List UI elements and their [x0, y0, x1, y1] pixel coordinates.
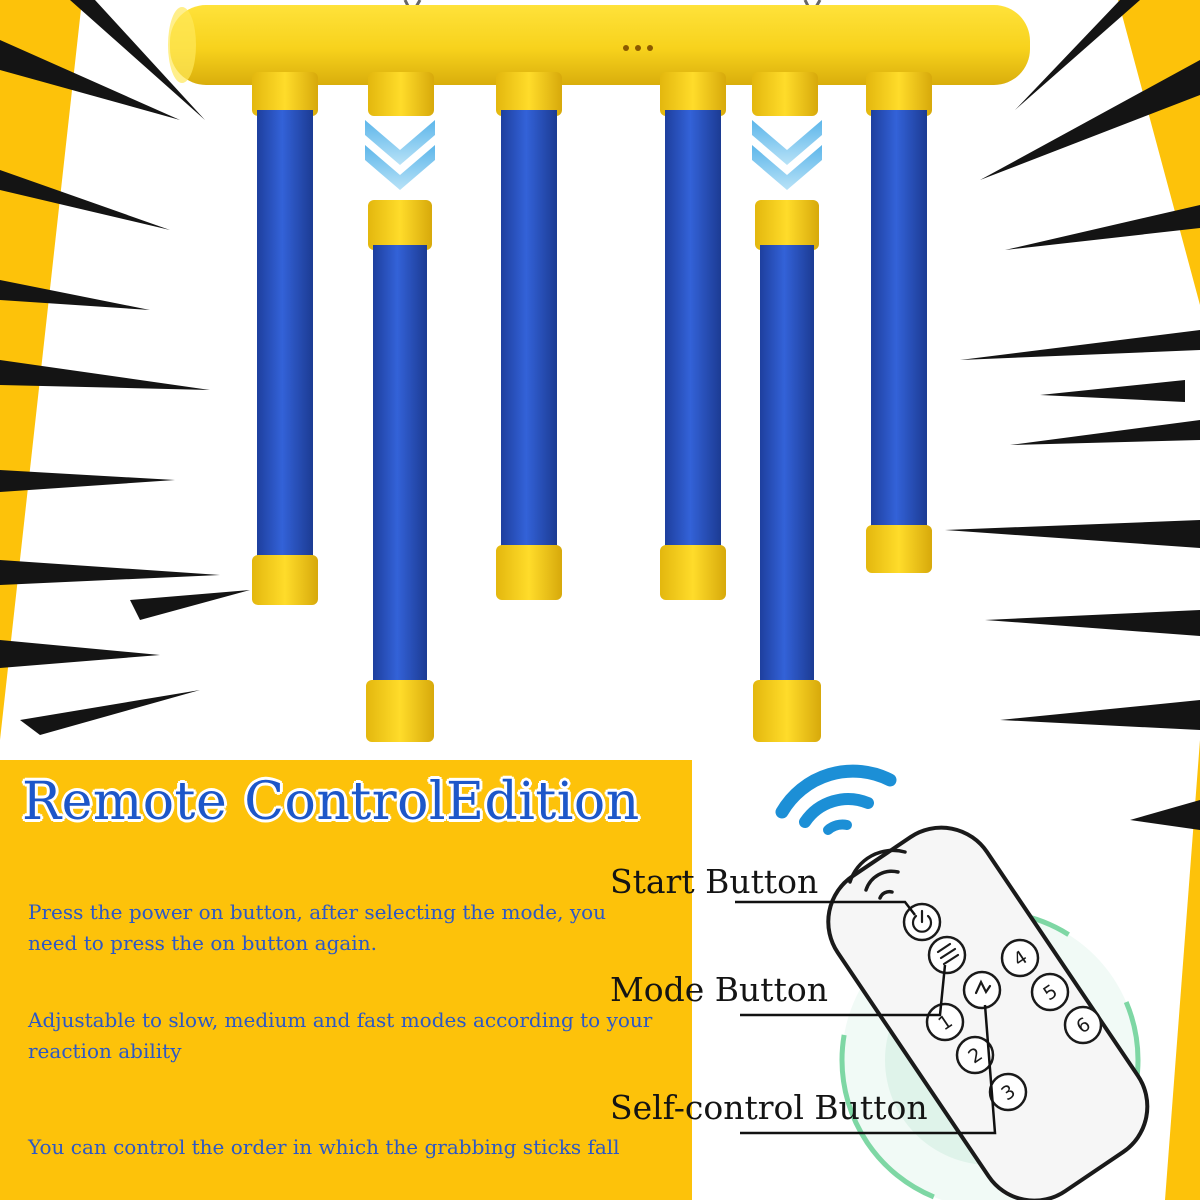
mode-button-label: Mode Button [610, 970, 828, 1009]
key-6-label: 6 [1072, 1013, 1095, 1039]
key-2-label: 2 [964, 1043, 987, 1069]
self-control-button-label: Self-control Button [610, 1088, 928, 1127]
self-control-button [964, 972, 1000, 1008]
description-order: You can control the order in which the grabbing sticks fall [28, 1135, 620, 1159]
mode-button [929, 937, 965, 973]
page-title: Remote ControlEdition [22, 772, 640, 832]
key-1-label: 1 [934, 1010, 957, 1036]
key-5-label: 5 [1039, 980, 1062, 1006]
start-button-label: Start Button [610, 862, 819, 901]
key-4-label: 4 [1009, 946, 1032, 972]
key-3-label: 3 [997, 1080, 1020, 1106]
description-modes: Adjustable to slow, medium and fast modes according to your reaction ability [28, 1008, 653, 1063]
wifi-signal-icon [782, 771, 890, 830]
description-power: Press the power on button, after selecting the mode, you need to press the on button again. [28, 900, 607, 955]
